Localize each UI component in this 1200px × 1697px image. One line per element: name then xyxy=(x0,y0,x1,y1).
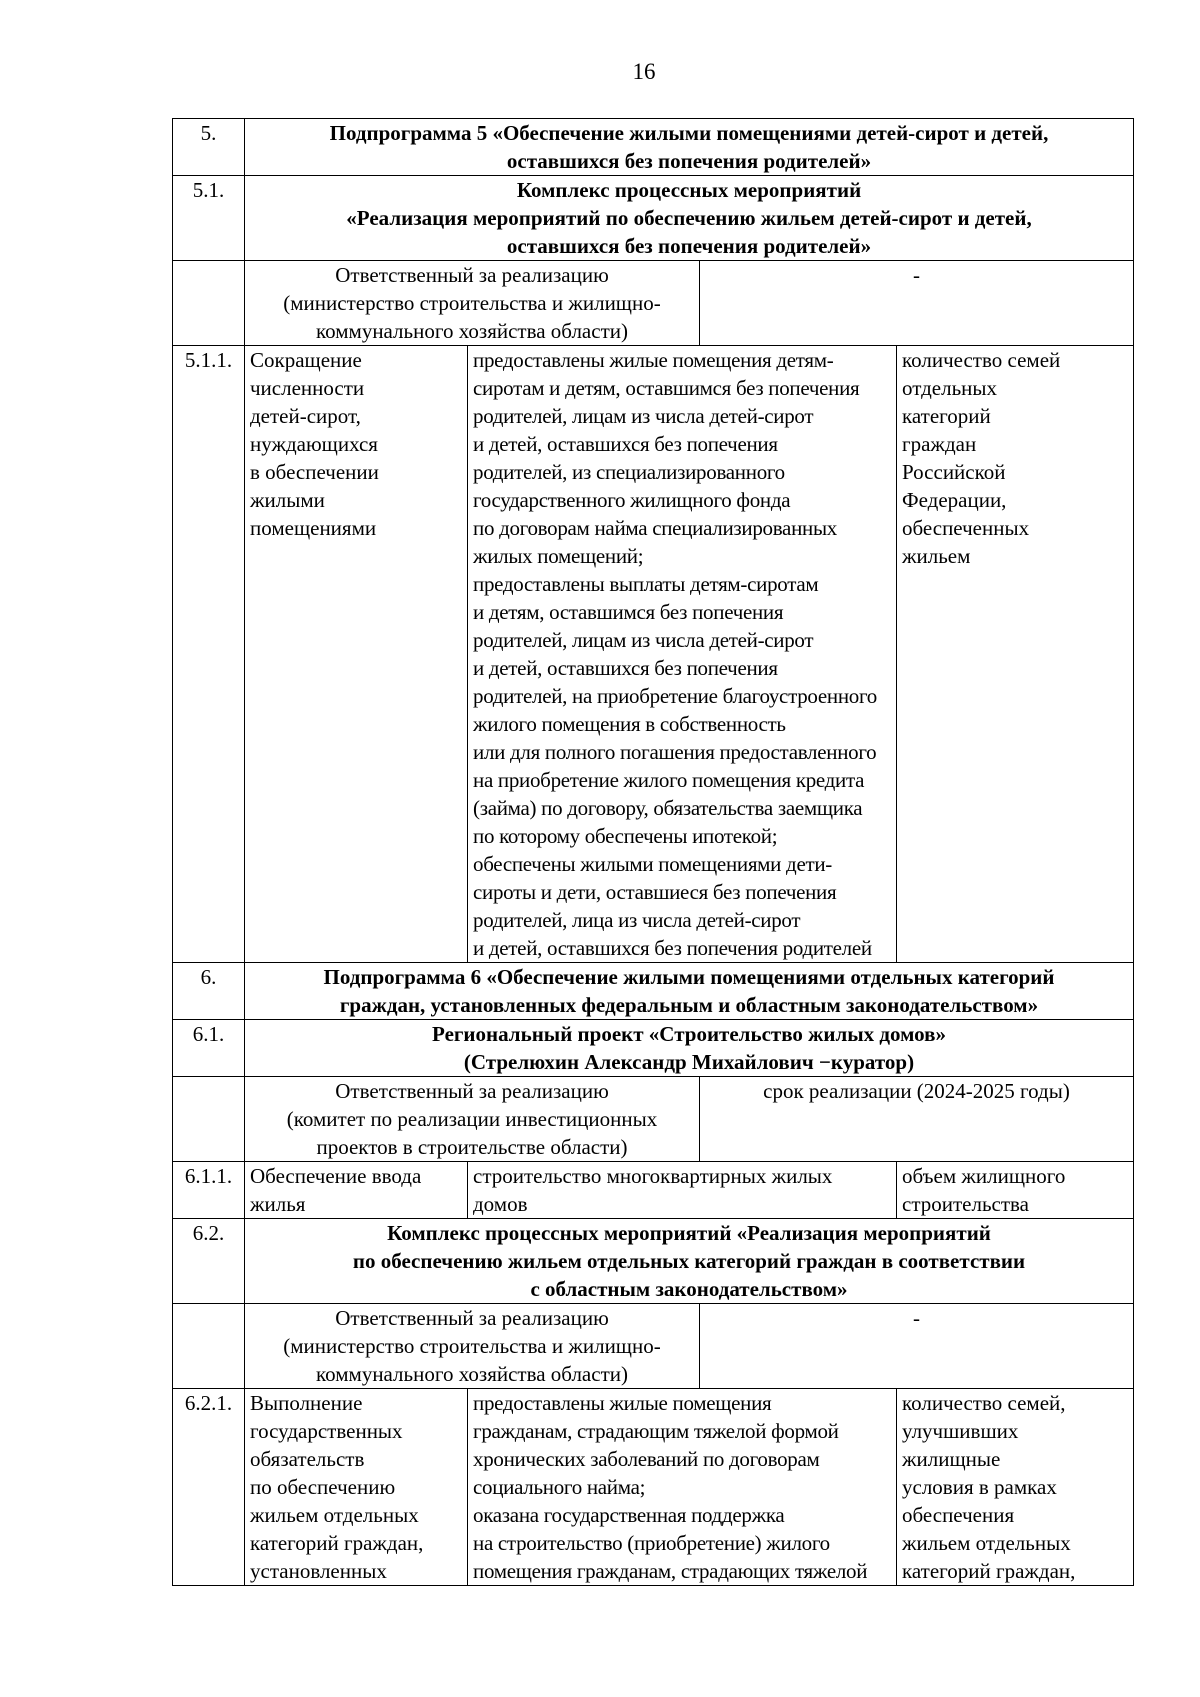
row-number: 5.1.1. xyxy=(173,346,245,963)
table-row-responsible xyxy=(173,261,1134,346)
empty-cell xyxy=(173,1077,245,1162)
table-row-6-2 xyxy=(173,1219,1134,1304)
table-row-5 xyxy=(173,119,1134,176)
responsible-label: Ответственный за реализацию (комитет по реализации инвестиционных проектов в строительстве области) xyxy=(245,1077,700,1162)
indicator-cell: количество семей, улучшивших жилищные условия в рамках обеспечения жильем отдельных категорий граждан, xyxy=(897,1389,1134,1586)
table-row-6-1 xyxy=(173,1020,1134,1077)
page-number: 16 xyxy=(632,59,656,84)
responsible-label: Ответственный за реализацию (министерство строительства и жилищно- коммунального хозяйства области) xyxy=(245,1304,700,1389)
implementation-period: - xyxy=(700,1304,1134,1389)
table-row-6-1-1 xyxy=(173,1162,1134,1219)
implementation-period: - xyxy=(700,261,1134,346)
indicator-cell: количество семей отдельных категорий граждан Российской Федерации, обеспеченных жильем xyxy=(897,346,1134,963)
row-number: 6.2.1. xyxy=(173,1389,245,1586)
result-cell: предоставлены жилые помещения гражданам, страдающим тяжелой формой хронических заболеваний по договорам социального найма; оказана государственная поддержка на строительство (приобретение) жилого помещения гражданам, страдающих тяжелой xyxy=(468,1389,897,1586)
implementation-period: срок реализации (2024-2025 годы) xyxy=(700,1077,1134,1162)
table-row-6-2-1 xyxy=(173,1389,1134,1586)
result-cell: строительство многоквартирных жилых домов xyxy=(468,1162,897,1219)
indicator-cell: объем жилищного строительства xyxy=(897,1162,1134,1219)
empty-cell xyxy=(173,1304,245,1389)
project-title: Региональный проект «Строительство жилых домов» (Стрелюхин Александр Михайлович −куратор) xyxy=(245,1020,1134,1077)
task-cell: Выполнение государственных обязательств по обеспечению жильем отдельных категорий граждан, установленных xyxy=(245,1389,468,1586)
table-row-6 xyxy=(173,963,1134,1020)
complex-title: Комплекс процессных мероприятий «Реализация мероприятий по обеспечению жильем отдельных категорий граждан в соответствии с областным законодательством» xyxy=(245,1219,1134,1304)
activities-table xyxy=(172,118,1134,1586)
table-row-responsible xyxy=(173,1077,1134,1162)
row-number: 6.1. xyxy=(173,1020,245,1077)
row-number: 5.1. xyxy=(173,176,245,261)
table-row-5-1-1 xyxy=(173,346,1134,963)
row-number: 5. xyxy=(173,119,245,176)
task-cell: Сокращение численности детей-сирот, нуждающихся в обеспечении жилыми помещениями xyxy=(245,346,468,963)
table-row-5-1 xyxy=(173,176,1134,261)
subprogram-title: Подпрограмма 5 «Обеспечение жилыми помещениями детей-сирот и детей, оставшихся без попечения родителей» xyxy=(245,119,1134,176)
responsible-label: Ответственный за реализацию (министерство строительства и жилищно- коммунального хозяйства области) xyxy=(245,261,700,346)
task-cell: Обеспечение ввода жилья xyxy=(245,1162,468,1219)
row-number: 6.1.1. xyxy=(173,1162,245,1219)
row-number: 6. xyxy=(173,963,245,1020)
empty-cell xyxy=(173,261,245,346)
table-row-responsible xyxy=(173,1304,1134,1389)
row-number: 6.2. xyxy=(173,1219,245,1304)
subprogram-title: Подпрограмма 6 «Обеспечение жилыми помещениями отдельных категорий граждан, установленных федеральным и областным законодательством» xyxy=(245,963,1134,1020)
complex-title: Комплекс процессных мероприятий «Реализация мероприятий по обеспечению жильем детей-сирот и детей, оставшихся без попечения родителей» xyxy=(245,176,1134,261)
result-cell: предоставлены жилые помещения детям- сиротам и детям, оставшимся без попечения родителей, лицам из числа детей-сирот и детей, оставшихся без попечения родителей, из специализированного государственного жилищного фонда по договорам найма специализированных жилых помещений; предоставлены выплаты детям-сиротам и детям, оставшимся без попечения родителей, лицам из числа детей-сирот и детей, оставшихся без попечения родителей, на приобретение благоустроенного жилого помещения в собственность или для полного погашения предоставленного на приобретение жилого помещения кредита (займа) по договору, обязательства заемщика по которому обеспечены ипотекой; обеспечены жилыми помещениями дети- сироты и дети, оставшиеся без попечения родителей, лица из числа детей-сирот и детей, оставшихся без попечения родителей xyxy=(468,346,897,963)
